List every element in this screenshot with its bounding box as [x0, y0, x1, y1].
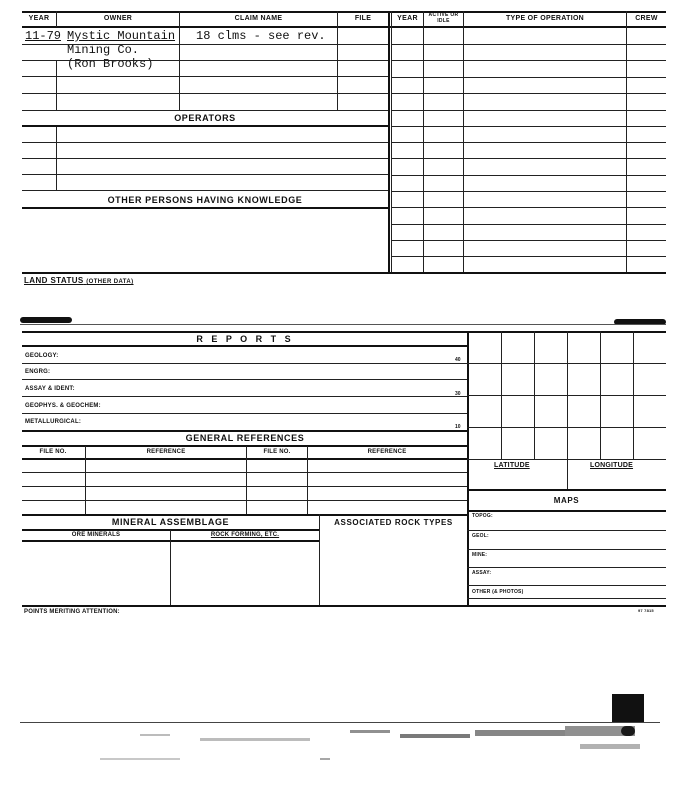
row-line-right: [391, 175, 666, 176]
gr-col-sep: [246, 446, 247, 514]
ore-minerals-label: ORE MINERALS: [71, 532, 121, 538]
report-geology: GEOLOGY:: [25, 353, 59, 359]
row-line: [22, 472, 468, 473]
gr-col-sep: [85, 446, 86, 514]
row-line-right: [391, 240, 666, 241]
row-line: [22, 514, 468, 516]
col-sep: [337, 11, 338, 111]
grid-left-border: [467, 331, 469, 606]
report-metallurgical-num: 10: [455, 424, 461, 430]
land-status-sub: (OTHER DATA): [86, 279, 134, 285]
grid-h: [467, 427, 666, 428]
maps-title: MAPS: [553, 496, 580, 505]
row-line-right: [391, 142, 666, 143]
row-line: [22, 430, 468, 432]
row-line: [22, 142, 388, 143]
row-line-right: [391, 60, 666, 61]
row-line: [22, 174, 388, 175]
row-line: [22, 190, 388, 191]
header-active-or-idle: ACTIVE OR IDLE: [428, 12, 459, 24]
form-code: 97 7815: [638, 608, 654, 613]
row-line: [22, 379, 468, 380]
col-sep: [179, 11, 180, 111]
header-claim-name: CLAIM NAME: [234, 15, 283, 22]
column-divider-main: [388, 11, 390, 273]
rock-forming-label: ROCK FORMING, ETC.: [210, 532, 280, 538]
land-status-label: LAND STATUS: [24, 276, 84, 285]
scan-noise: [20, 720, 665, 770]
report-metallurgical: METALLURGICAL:: [25, 419, 82, 425]
entry-owner-line3: (Ron Brooks): [67, 57, 154, 71]
maps-topog: TOPOG:: [472, 513, 493, 519]
header-type-of-operation: TYPE OF OPERATION: [505, 15, 585, 22]
entry-year: 11-79: [25, 29, 62, 43]
points-meriting-attention: POINTS MERITING ATTENTION:: [24, 609, 120, 615]
report-assay: ASSAY & IDENT:: [25, 386, 75, 392]
top-border: [22, 11, 666, 13]
row-line: [467, 567, 666, 568]
report-geology-num: 40: [455, 357, 461, 363]
grid-h: [467, 363, 666, 364]
row-line-right: [391, 77, 666, 78]
reports-top: [22, 331, 468, 333]
scan-artifact-left: [20, 317, 72, 323]
row-line-right: [391, 191, 666, 192]
row-line: [467, 585, 666, 586]
top-table-bottom: [22, 272, 666, 274]
entry-owner-line1: Mystic Mountain: [67, 29, 176, 43]
latlong-sep: [567, 459, 568, 489]
row-line: [22, 486, 468, 487]
general-references-underline: [22, 445, 468, 447]
row-line: [22, 44, 388, 45]
maps-other: OTHER (& PHOTOS): [472, 589, 524, 595]
row-line: [22, 110, 388, 111]
other-persons-label: OTHER PERSONS HAVING KNOWLEDGE: [107, 195, 303, 205]
report-geophys: GEOPHYS. & GEOCHEM:: [25, 403, 101, 409]
gr-header-file-no-2: FILE NO.: [263, 449, 291, 455]
row-line: [467, 549, 666, 550]
row-line: [22, 363, 468, 364]
row-line-right: [391, 158, 666, 159]
fold-line: [20, 324, 666, 325]
row-line: [22, 60, 388, 61]
header-crew: CREW: [635, 15, 658, 22]
row-line: [467, 598, 666, 599]
general-references-title: GENERAL REFERENCES: [185, 433, 305, 443]
operators-label: OPERATORS: [174, 113, 236, 123]
latlong-bottom: [467, 489, 666, 491]
grid-h: [467, 395, 666, 396]
mineral-col-sep: [170, 530, 171, 605]
report-engrg: ENGRG:: [25, 369, 51, 375]
maps-mine: MINE:: [472, 552, 488, 558]
gr-header-file-no-1: FILE NO.: [39, 449, 67, 455]
header-owner: OWNER: [103, 15, 133, 22]
row-line: [22, 396, 468, 397]
row-line-right: [391, 256, 666, 257]
row-line: [22, 93, 388, 94]
header-year-right: YEAR: [397, 15, 418, 22]
row-line: [22, 413, 468, 414]
reports-title-underline: [22, 345, 468, 347]
row-line: [22, 76, 388, 77]
associated-rock-types-label: ASSOCIATED ROCK TYPES: [334, 518, 453, 527]
row-line-right: [391, 93, 666, 94]
latitude-label: LATITUDE: [494, 462, 530, 469]
report-assay-num: 30: [455, 391, 461, 397]
gr-header-reference-2: REFERENCE: [367, 449, 407, 455]
maps-assay: ASSAY:: [472, 570, 492, 576]
row-line-right: [391, 44, 666, 45]
entry-claim: 18 clms - see rev.: [196, 29, 326, 43]
maps-underline: [467, 510, 666, 512]
operators-underline: [22, 125, 388, 127]
row-line: [22, 500, 468, 501]
header-year: YEAR: [28, 15, 50, 22]
header-file: FILE: [354, 15, 372, 22]
row-line-right: [391, 207, 666, 208]
row-line-right: [391, 224, 666, 225]
row-line: [467, 530, 666, 531]
row-line-right: [391, 110, 666, 111]
row-line: [22, 158, 388, 159]
other-persons-underline: [22, 207, 388, 209]
mineral-bottom: [22, 605, 666, 607]
gr-header-reference-1: REFERENCE: [146, 449, 186, 455]
entry-owner-line2: Mining Co.: [67, 43, 140, 57]
header-underline: [22, 26, 666, 28]
col-sep: [56, 60, 57, 110]
reports-title: R E P O R T S: [196, 334, 294, 344]
longitude-label: LONGITUDE: [590, 462, 634, 469]
maps-geol: GEOL:: [472, 533, 489, 539]
mineral-title: MINERAL ASSEMBLAGE: [111, 517, 230, 527]
row-line-right: [391, 126, 666, 127]
gr-col-sep: [307, 446, 308, 514]
gr-header-underline: [22, 458, 468, 460]
scan-artifact-block: [612, 694, 644, 722]
